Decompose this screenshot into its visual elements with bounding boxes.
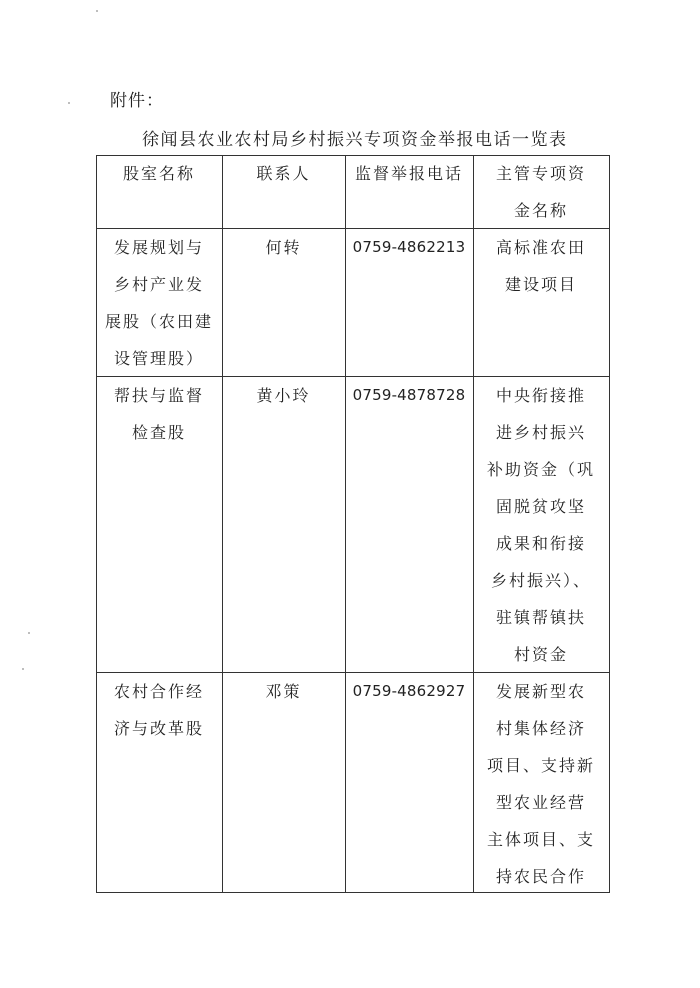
header-department: 股室名称 xyxy=(122,164,195,183)
row2-fund: 中央衔接推 进乡村振兴 补助资金（巩 固脱贫攻坚 成果和衔接 乡村振兴）、 驻镇帮镇扶 村资金 xyxy=(486,386,595,664)
row2-department: 帮扶与监督 检查股 xyxy=(113,386,204,442)
scan-speck xyxy=(28,632,30,634)
row3-phone: 0759-4862927 xyxy=(352,682,466,700)
row2-phone: 0759-4878728 xyxy=(352,386,466,404)
row3-fund: 发展新型农 村集体经济 项目、支持新 型农业经营 主体项目、支 持农民合作 xyxy=(486,682,595,886)
row3-contact: 邓策 xyxy=(265,682,302,701)
table-border-right xyxy=(609,155,610,893)
scan-speck xyxy=(68,102,70,104)
document-title: 徐闻县农业农村局乡村振兴专项资金举报电话一览表 xyxy=(142,130,568,150)
row1-department: 发展规划与 乡村产业发 展股（农田建 设管理股） xyxy=(104,238,213,368)
attachment-label: 附件： xyxy=(110,91,164,111)
row1-fund: 高标准农田 建设项目 xyxy=(495,238,586,294)
row2-contact: 黄小玲 xyxy=(256,386,311,405)
header-fund: 主管专项资 金名称 xyxy=(495,164,586,220)
row1-phone: 0759-4862213 xyxy=(352,238,466,256)
scan-speck xyxy=(96,10,98,12)
header-phone: 监督举报电话 xyxy=(354,164,463,183)
row3-department: 农村合作经 济与改革股 xyxy=(113,682,204,738)
report-phone-table xyxy=(96,155,610,893)
row1-contact: 何转 xyxy=(265,238,302,257)
header-contact: 联系人 xyxy=(256,164,311,183)
scan-speck xyxy=(22,668,24,670)
